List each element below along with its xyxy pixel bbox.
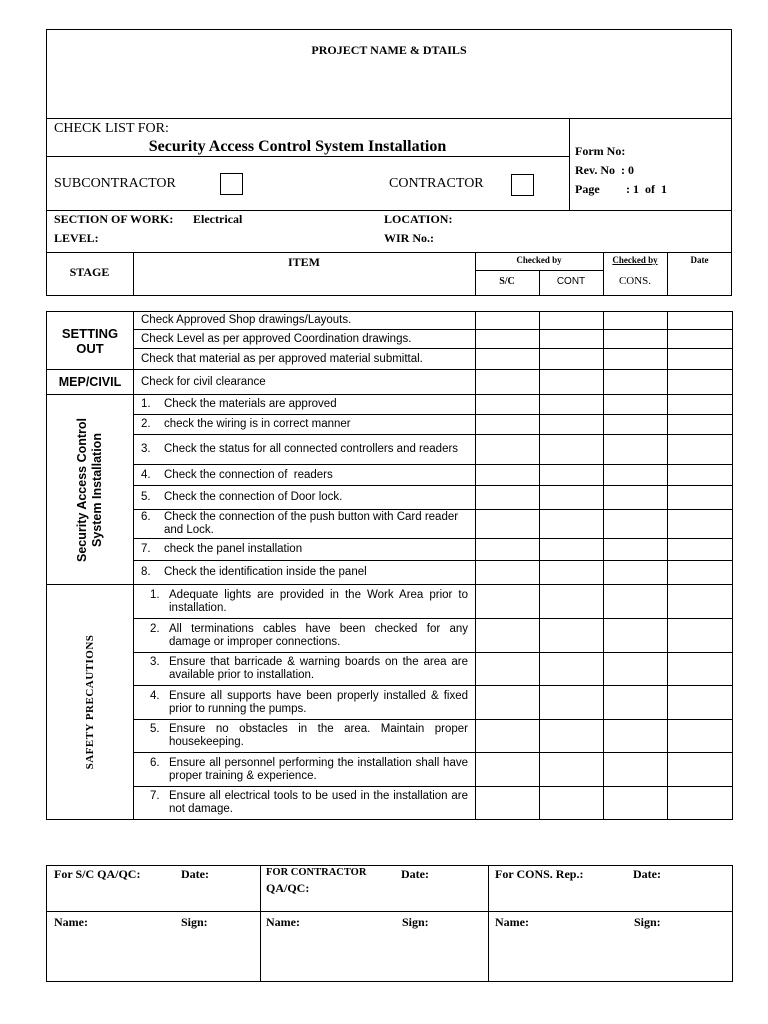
check-cell[interactable] — [476, 312, 540, 330]
table-row — [47, 510, 733, 539]
page-value: : 1 of 1 — [626, 182, 667, 196]
check-cell[interactable] — [604, 561, 668, 585]
date-cell[interactable] — [668, 510, 733, 539]
date-cell[interactable] — [668, 370, 733, 395]
section-value: Electrical — [193, 212, 243, 226]
date-cell[interactable] — [668, 435, 733, 465]
page-label: Page — [575, 182, 600, 196]
check-cell[interactable] — [476, 510, 540, 539]
check-cell[interactable] — [604, 539, 668, 561]
date-cell[interactable] — [668, 720, 733, 753]
check-cell[interactable] — [604, 619, 668, 653]
check-cell[interactable] — [476, 435, 540, 465]
check-cell[interactable] — [540, 539, 604, 561]
check-cell[interactable] — [476, 539, 540, 561]
list-item: All terminations cables have been checked for any damage or improper connections. — [169, 622, 468, 648]
check-cell[interactable] — [604, 486, 668, 510]
table-row — [47, 415, 733, 435]
check-cell[interactable] — [604, 349, 668, 370]
check-cell[interactable] — [540, 435, 604, 465]
sc-sign-label: Sign: — [181, 915, 208, 929]
contractor-sign-label: Sign: — [402, 915, 429, 929]
item-number: 5. — [150, 723, 160, 735]
item-number: 3. — [150, 656, 160, 668]
list-item: Ensure all electrical tools to be used in the installation are not damage. — [169, 790, 468, 815]
check-cell[interactable] — [540, 486, 604, 510]
checked-by-cons-header: Checked by — [612, 255, 658, 265]
item-number: 5. — [141, 491, 151, 503]
check-cell[interactable] — [476, 561, 540, 585]
list-item: Ensure all personnel performing the installation shall have proper training & experience. — [169, 756, 468, 782]
form-no: Form No: — [575, 144, 626, 158]
check-cell[interactable] — [540, 312, 604, 330]
check-cell[interactable] — [476, 787, 540, 820]
check-cell[interactable] — [476, 686, 540, 720]
contractor-date-label: Date: — [401, 867, 429, 881]
list-item: Ensure that barricade & warning boards on the area are available prior to installation. — [169, 656, 468, 681]
table-row — [47, 312, 733, 330]
check-cell[interactable] — [604, 395, 668, 415]
stage-sacs: Security Access Control System Installation — [75, 417, 104, 562]
item-number: 7. — [141, 543, 151, 555]
check-cell[interactable] — [604, 510, 668, 539]
project-title: PROJECT NAME & DTAILS — [311, 43, 467, 57]
check-cell[interactable] — [604, 465, 668, 486]
signature-block — [46, 865, 733, 982]
check-cell[interactable] — [476, 465, 540, 486]
item-number: 3. — [141, 443, 151, 455]
table-row — [47, 539, 733, 561]
table-row — [47, 370, 733, 395]
table-row — [47, 465, 733, 486]
check-cell[interactable] — [604, 787, 668, 820]
table-row — [47, 753, 733, 787]
checklist-table — [46, 311, 733, 820]
contractor-label: CONTRACTOR — [389, 176, 484, 191]
item-header: ITEM — [287, 255, 320, 269]
checklist-title: Security Access Control System Installation — [148, 138, 447, 155]
item-number: 7. — [150, 790, 160, 802]
check-cell[interactable] — [540, 585, 604, 619]
list-item: Check the connection of the push button with Card reader and Lock. — [164, 511, 459, 536]
check-cell[interactable] — [604, 653, 668, 686]
item-number: 6. — [150, 756, 160, 769]
stage-safety: SAFETY PRECAUTIONS — [84, 634, 96, 770]
table-row — [47, 561, 733, 585]
subcontractor-label: SUBCONTRACTOR — [54, 176, 176, 191]
check-cell[interactable] — [476, 753, 540, 787]
stage-mep-civil: MEP/CIVIL — [58, 375, 122, 389]
date-cell[interactable] — [668, 653, 733, 686]
item-number: 4. — [150, 689, 160, 702]
check-cell[interactable] — [540, 653, 604, 686]
item-number: 2. — [141, 418, 151, 430]
subcontractor-checkbox[interactable] — [220, 173, 243, 195]
table-row — [47, 619, 733, 653]
cons-header: CONS. — [618, 275, 652, 287]
check-cell[interactable] — [604, 415, 668, 435]
contractor-checkbox[interactable] — [511, 174, 534, 196]
date-cell[interactable] — [668, 539, 733, 561]
item-number: 2. — [150, 622, 160, 635]
location-label: LOCATION: — [384, 212, 453, 226]
contractor-qaqc-label-line2: QA/QC: — [266, 881, 310, 895]
table-row — [47, 435, 733, 465]
list-item: Check that material as per approved material submittal. — [141, 352, 423, 365]
list-item: Check Approved Shop drawings/Layouts. — [141, 314, 352, 326]
rev-no: Rev. No : 0 — [575, 163, 634, 177]
table-row — [47, 330, 733, 349]
cons-name-label: Name: — [495, 915, 529, 929]
cont-header: CONT — [556, 276, 586, 287]
wir-label: WIR No.: — [384, 231, 434, 245]
check-cell[interactable] — [476, 619, 540, 653]
check-cell[interactable] — [604, 686, 668, 720]
table-row — [47, 349, 733, 370]
date-cell[interactable] — [668, 619, 733, 653]
check-cell[interactable] — [540, 349, 604, 370]
check-cell[interactable] — [604, 585, 668, 619]
date-cell[interactable] — [668, 686, 733, 720]
date-cell[interactable] — [668, 312, 733, 330]
checklist-for-label: CHECK LIST FOR: — [54, 121, 169, 136]
check-cell[interactable] — [604, 435, 668, 465]
table-row — [47, 395, 733, 415]
date-cell[interactable] — [668, 585, 733, 619]
list-item: Check the identification inside the panel — [164, 566, 367, 578]
table-row — [47, 653, 733, 686]
check-cell[interactable] — [540, 619, 604, 653]
item-number: 4. — [141, 468, 151, 481]
cons-date-label: Date: — [633, 867, 661, 881]
list-item: Check the connection of Door lock. — [164, 491, 343, 503]
list-item: Check the materials are approved — [164, 398, 337, 410]
table-row — [47, 686, 733, 720]
list-item: Check for civil clearance — [141, 375, 266, 388]
cons-rep-label: For CONS. Rep.: — [495, 867, 584, 881]
check-cell[interactable] — [476, 585, 540, 619]
cons-sign-label: Sign: — [634, 915, 661, 929]
stage-header: STAGE — [69, 265, 110, 279]
date-cell[interactable] — [668, 465, 733, 486]
check-cell[interactable] — [540, 787, 604, 820]
check-cell[interactable] — [540, 465, 604, 486]
date-cell[interactable] — [668, 330, 733, 349]
table-row — [47, 787, 733, 820]
date-cell[interactable] — [668, 486, 733, 510]
list-item: Check the status for all connected controllers and readers — [164, 443, 459, 455]
stage-setting-out: SETTING OUT — [61, 325, 119, 356]
check-cell[interactable] — [604, 370, 668, 395]
list-item: check the wiring is in correct manner — [164, 418, 351, 430]
check-cell[interactable] — [540, 510, 604, 539]
check-cell[interactable] — [476, 486, 540, 510]
check-cell[interactable] — [604, 330, 668, 349]
contractor-qaqc-label-line1: FOR CONTRACTOR — [266, 867, 367, 878]
contractor-name-label: Name: — [266, 915, 300, 929]
check-cell[interactable] — [476, 349, 540, 370]
check-cell[interactable] — [604, 753, 668, 787]
list-item: check the panel installation — [164, 543, 303, 555]
check-cell[interactable] — [476, 720, 540, 753]
check-cell[interactable] — [540, 330, 604, 349]
sc-header: S/C — [499, 276, 515, 287]
check-cell[interactable] — [476, 395, 540, 415]
date-cell[interactable] — [668, 415, 733, 435]
check-cell[interactable] — [540, 370, 604, 395]
check-cell[interactable] — [540, 686, 604, 720]
list-item: Adequate lights are provided in the Work Area prior to installation. — [169, 588, 468, 614]
check-cell[interactable] — [540, 561, 604, 585]
date-cell[interactable] — [668, 561, 733, 585]
list-item: Ensure all supports have been properly installed & fixed prior to running the pumps. — [169, 689, 468, 715]
sc-name-label: Name: — [54, 915, 88, 929]
sc-qaqc-label: For S/C QA/QC: — [54, 867, 141, 881]
table-row — [47, 486, 733, 510]
checked-by-header: Checked by — [516, 255, 562, 265]
item-number: 8. — [141, 566, 151, 578]
date-header: Date — [690, 255, 709, 265]
list-item: Ensure no obstacles in the area. Maintain proper housekeeping. — [169, 723, 468, 748]
sc-date-label: Date: — [181, 867, 209, 881]
item-number: 1. — [141, 398, 151, 410]
item-number: 1. — [150, 588, 160, 601]
check-cell[interactable] — [540, 753, 604, 787]
check-cell[interactable] — [476, 415, 540, 435]
table-row — [47, 585, 733, 619]
check-cell[interactable] — [476, 330, 540, 349]
check-cell[interactable] — [476, 370, 540, 395]
section-label: SECTION OF WORK: — [54, 212, 174, 226]
date-cell[interactable] — [668, 349, 733, 370]
check-cell[interactable] — [540, 720, 604, 753]
level-label: LEVEL: — [54, 231, 99, 245]
table-row — [47, 720, 733, 753]
date-cell[interactable] — [668, 787, 733, 820]
list-item: Check the connection of readers — [164, 468, 333, 481]
date-cell[interactable] — [668, 753, 733, 787]
list-item: Check Level as per approved Coordination drawings. — [141, 332, 412, 345]
check-cell[interactable] — [476, 653, 540, 686]
check-cell[interactable] — [604, 720, 668, 753]
check-cell[interactable] — [604, 312, 668, 330]
check-cell[interactable] — [540, 415, 604, 435]
item-number: 6. — [141, 511, 151, 523]
date-cell[interactable] — [668, 395, 733, 415]
check-cell[interactable] — [540, 395, 604, 415]
